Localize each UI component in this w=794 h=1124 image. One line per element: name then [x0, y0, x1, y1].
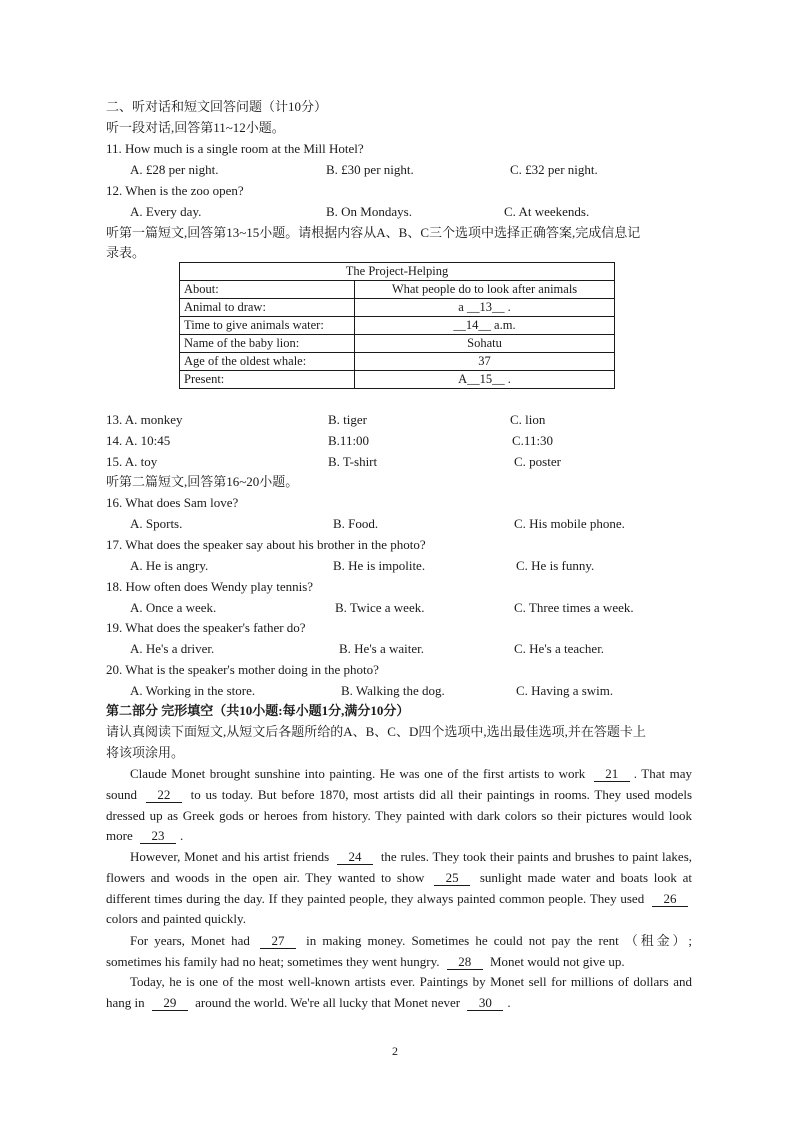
dialogue-instruction: 听一段对话,回答第11~12小题。	[106, 120, 285, 135]
q15-option-c: C. poster	[514, 454, 561, 469]
table-value: a __13__ .	[355, 299, 615, 317]
cloze-text: Monet would not give up.	[490, 953, 625, 969]
cloze-text: sunlight made water and boats look at different times during the day. If they painted people, they always painted common people. They used	[106, 869, 693, 906]
section2-header: 二、听对话和短文回答问题（计10分）	[106, 99, 328, 114]
cloze-blank-30: 30	[467, 996, 503, 1011]
page-number: 2	[392, 1044, 398, 1058]
q20-option-c: C. Having a swim.	[516, 683, 614, 698]
cloze-text: . That may sound	[106, 766, 692, 802]
cloze-text: the rules. They took their paints and brushes to paint lakes, flowers and woods in the open air. They wanted to show	[106, 849, 693, 885]
table-label: Animal to draw:	[180, 299, 355, 317]
cloze-text: .	[179, 828, 184, 844]
q12-option-c: C. At weekends.	[504, 204, 590, 219]
q19-stem: 19. What does the speaker's father do?	[106, 620, 306, 635]
cloze-blank-27: 27	[260, 934, 296, 949]
q14-option-b: B.11:00	[328, 433, 370, 448]
cloze-paragraph-2	[106, 847, 692, 930]
table-label: Age of the oldest whale:	[180, 353, 355, 371]
q17-option-c: C. He is funny.	[516, 558, 595, 573]
q18-option-b: B. Twice a week.	[335, 600, 425, 615]
q15-option-a: 15. A. toy	[106, 454, 158, 469]
cloze-blank-23: 23	[140, 829, 176, 844]
table-row	[180, 371, 615, 389]
part2-instruction-line2: 将该项涂用。	[106, 745, 185, 760]
cloze-text: Today, he is one of the most well-known artists ever. Paintings by Monet sell for millions of dollars and hang in	[106, 974, 692, 1010]
q14-option-a: 14. A. 10:45	[106, 433, 171, 448]
q14-option-c: C.11:30	[512, 433, 554, 448]
passage2-instruction: 听第二篇短文,回答第16~20小题。	[106, 474, 299, 489]
table-row	[180, 281, 615, 299]
cloze-text: Claude Monet brought sunshine into painting. He was one of the first artists to work	[130, 766, 586, 781]
q17-option-b: B. He is impolite.	[333, 558, 426, 573]
table-row	[180, 299, 615, 317]
cloze-text: For years, Monet had	[130, 933, 250, 948]
q13-option-c: C. lion	[510, 412, 546, 427]
cloze-paragraph-4	[106, 972, 692, 1014]
table-value: __14__ a.m.	[355, 317, 615, 335]
table-value: What people do to look after animals	[355, 281, 615, 299]
q17-stem: 17. What does the speaker say about his brother in the photo?	[106, 537, 426, 552]
passage1-instruction-line1: 听第一篇短文,回答第13~15小题。请根据内容从A、B、C三个选项中选择正确答案,完成信息记	[106, 225, 641, 240]
q12-option-b: B. On Mondays.	[326, 204, 412, 219]
table-title: The Project-Helping	[180, 263, 615, 281]
table-label: About:	[180, 281, 355, 299]
table-label: Present:	[180, 371, 355, 389]
cloze-blank-21: 21	[594, 767, 630, 782]
q18-option-a: A. Once a week.	[130, 600, 217, 615]
q11-option-b: B. £30 per night.	[326, 162, 414, 177]
q12-stem: 12. When is the zoo open?	[106, 183, 244, 198]
q16-stem: 16. What does Sam love?	[106, 495, 239, 510]
cloze-text: to us today. But before 1870, most artists did all their paintings in rooms. They used models dressed up as Greek gods or heroes from history. They painted with dark colors so their pictures would look more	[106, 786, 693, 844]
q19-option-c: C. He's a teacher.	[514, 641, 605, 656]
q18-stem: 18. How often does Wendy play tennis?	[106, 579, 314, 594]
table-row	[180, 353, 615, 371]
q20-option-b: B. Walking the dog.	[341, 683, 445, 698]
q11-stem: 11. How much is a single room at the Mill Hotel?	[106, 141, 364, 156]
q20-option-a: A. Working in the store.	[130, 683, 256, 698]
cloze-blank-28: 28	[447, 955, 483, 970]
q19-option-b: B. He's a waiter.	[339, 641, 425, 656]
table-label: Name of the baby lion:	[180, 335, 355, 353]
table-value: 37	[355, 353, 615, 371]
table-label: Time to give animals water:	[180, 317, 355, 335]
q20-stem: 20. What is the speaker's mother doing in the photo?	[106, 662, 379, 677]
table-row	[180, 335, 615, 353]
cloze-blank-22: 22	[146, 788, 182, 803]
q13-option-b: B. tiger	[328, 412, 367, 427]
q16-option-b: B. Food.	[333, 516, 379, 531]
info-record-table	[179, 262, 615, 389]
cloze-blank-29: 29	[152, 996, 188, 1011]
table-row	[180, 317, 615, 335]
q17-option-a: A. He is angry.	[130, 558, 209, 573]
part2-header: 第二部分 完形填空（共10小题:每小题1分,满分10分）	[106, 703, 410, 718]
cloze-paragraph-1	[106, 764, 692, 847]
cloze-blank-26: 26	[652, 892, 688, 907]
cloze-paragraph-3	[106, 931, 692, 973]
q13-option-a: 13. A. monkey	[106, 412, 183, 427]
cloze-blank-25: 25	[434, 871, 470, 886]
q11-option-a: A. £28 per night.	[130, 162, 219, 177]
cloze-text: around the world. We're all lucky that Monet never	[195, 994, 461, 1010]
q12-option-a: A. Every day.	[130, 204, 202, 219]
cloze-text: However, Monet and his artist friends	[130, 849, 330, 864]
table-value: Sohatu	[355, 335, 615, 353]
q16-option-a: A. Sports.	[130, 516, 183, 531]
q16-option-c: C. His mobile phone.	[514, 516, 625, 531]
cloze-text: .	[507, 994, 511, 1010]
cloze-blank-24: 24	[337, 850, 373, 865]
part2-instruction-line1: 请认真阅读下面短文,从短文后各题所给的A、B、C、D四个选项中,选出最佳选项,并在答题卡上	[106, 724, 646, 739]
passage1-instruction-line2: 录表。	[106, 245, 146, 260]
table-title-row	[180, 263, 615, 281]
q15-option-b: B. T-shirt	[328, 454, 378, 469]
cloze-text: colors and painted quickly.	[106, 911, 246, 927]
table-value: A__15__ .	[355, 371, 615, 389]
cloze-text: in making money. Sometimes he could not pay the rent （租金）; sometimes his family had no heat; sometimes they went hungry.	[106, 933, 692, 969]
q18-option-c: C. Three times a week.	[514, 600, 634, 615]
q11-option-c: C. £32 per night.	[510, 162, 598, 177]
q19-option-a: A. He's a driver.	[130, 641, 215, 656]
